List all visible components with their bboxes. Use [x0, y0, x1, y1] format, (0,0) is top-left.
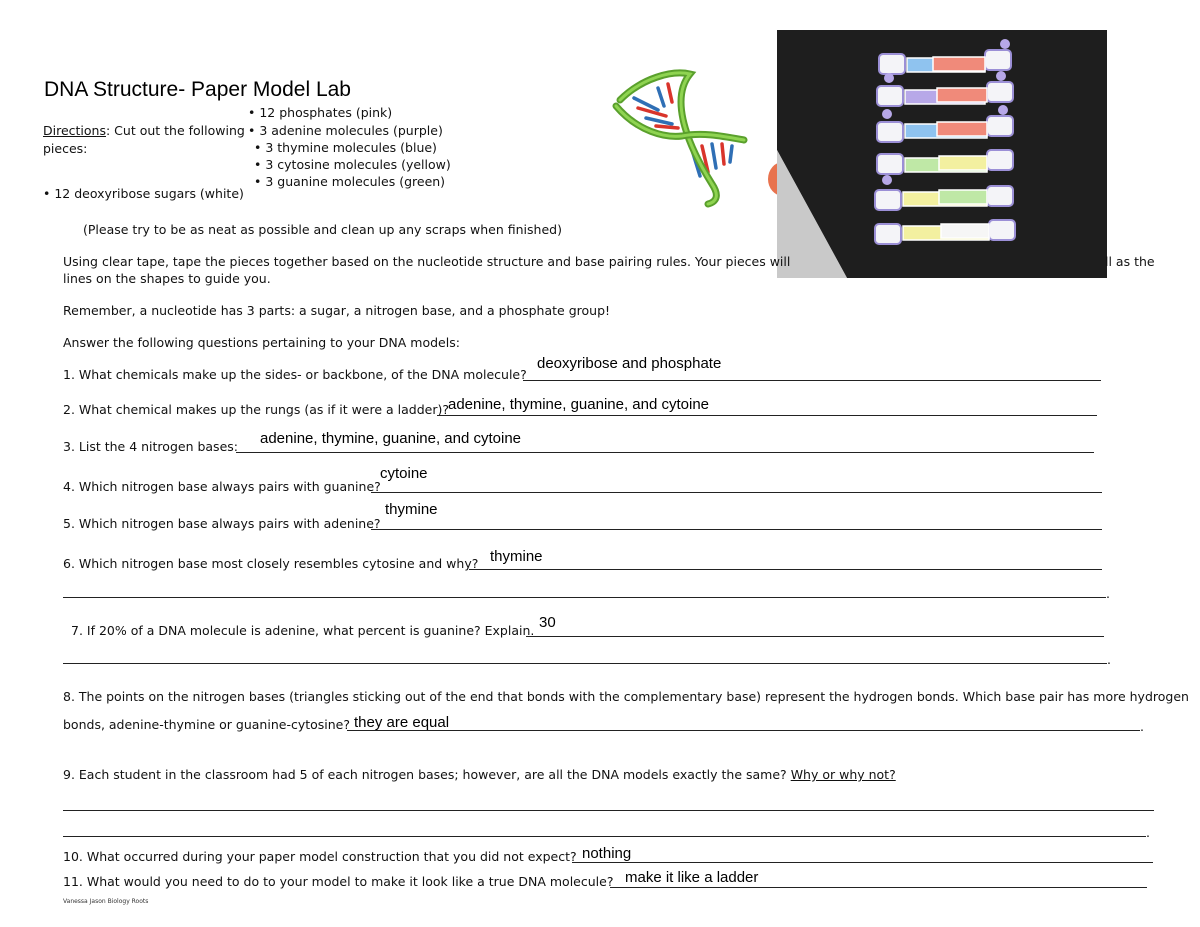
answer-2: adenine, thymine, guanine, and cytoine — [448, 396, 710, 413]
question-9 — [63, 767, 896, 782]
period-8: . — [1140, 719, 1144, 734]
answer-10: nothing — [582, 845, 632, 862]
answer-4: cytoine — [380, 465, 428, 482]
directions-text: : Cut out the following — [105, 123, 245, 138]
question-1: 1. What chemicals make up the sides- or backbone, of the DNA molecule? — [63, 367, 527, 382]
answer-line-7 — [526, 636, 1104, 637]
period-6: . — [1106, 586, 1110, 601]
directions-line — [43, 123, 245, 138]
answer-line-4 — [371, 492, 1102, 493]
answer-line-11 — [610, 887, 1147, 888]
instructions-line-1-end: ll as the — [1105, 254, 1155, 269]
answer-line-2 — [437, 415, 1097, 416]
answer-line-7b — [63, 663, 1107, 664]
answer-7: 30 — [539, 614, 556, 631]
answer-1: deoxyribose and phosphate — [537, 355, 722, 372]
instructions-line-1: Using clear tape, tape the pieces together based on the nucleotide structure and base pairing rules. Your pieces will — [63, 254, 791, 269]
nucleotide-reminder: Remember, a nucleotide has 3 parts: a sugar, a nitrogen base, and a phosphate group! — [63, 303, 611, 318]
question-7: 7. If 20% of a DNA molecule is adenine, what percent is guanine? Explain. — [71, 623, 535, 638]
directions-line-2: pieces: — [43, 141, 88, 156]
question-6: 6. Which nitrogen base most closely resembles cytosine and why? — [63, 556, 479, 571]
neatness-note: (Please try to be as neat as possible and clean up any scraps when finished) — [83, 222, 562, 237]
answer-line-8 — [347, 730, 1140, 731]
question-9-text: 9. Each student in the classroom had 5 of each nitrogen bases; however, are all the DNA models exactly the same? — [63, 767, 787, 782]
question-8: 8. The points on the nitrogen bases (triangles sticking out of the end that bonds with the complementary base) represent the hydrogen bonds. Which base pair has more hydrogen — [63, 689, 1189, 704]
question-5: 5. Which nitrogen base always pairs with adenine? — [63, 516, 381, 531]
question-10: 10. What occurred during your paper model construction that you did not expect? — [63, 849, 577, 864]
question-3: 3. List the 4 nitrogen bases: — [63, 439, 238, 454]
answer-11: make it like a ladder — [625, 869, 759, 886]
question-9-why: Why or why not? — [790, 767, 896, 782]
piece-item-thymine: • 3 thymine molecules (blue) — [254, 140, 437, 155]
answer-8: they are equal — [354, 714, 450, 731]
directions-label: Directions — [43, 123, 106, 138]
answer-6: thymine — [490, 548, 543, 565]
answer-line-10 — [572, 862, 1153, 863]
answer-line-3 — [236, 452, 1094, 453]
footer-credit: Vanessa Jason Biology Roots — [63, 898, 149, 905]
answer-line-9b — [63, 836, 1146, 837]
instructions-line-2: lines on the shapes to guide you. — [63, 271, 271, 286]
period-9: . — [1146, 825, 1150, 840]
period-7: . — [1107, 652, 1111, 667]
piece-item-adenine: • 3 adenine molecules (purple) — [248, 123, 443, 138]
answer-5: thymine — [385, 501, 438, 518]
piece-item-cytosine: • 3 cytosine molecules (yellow) — [254, 157, 451, 172]
piece-item-guanine: • 3 guanine molecules (green) — [254, 174, 446, 189]
answer-3: adenine, thymine, guanine, and cytoine — [260, 430, 522, 447]
answer-line-1 — [523, 380, 1101, 381]
answer-intro: Answer the following questions pertaining to your DNA models: — [63, 335, 460, 350]
question-4: 4. Which nitrogen base always pairs with guanine? — [63, 479, 381, 494]
answer-line-9a — [63, 810, 1154, 811]
question-2: 2. What chemical makes up the rungs (as if it were a ladder)? — [63, 402, 449, 417]
answer-line-6 — [469, 569, 1102, 570]
dna-helix-icon — [612, 66, 752, 208]
piece-item-sugars: • 12 deoxyribose sugars (white) — [43, 186, 244, 201]
model-photo — [777, 30, 1107, 278]
piece-item-phosphates: • 12 phosphates (pink) — [248, 105, 393, 120]
answer-line-6b — [63, 597, 1106, 598]
page-title: DNA Structure- Paper Model Lab — [44, 78, 351, 101]
answer-line-5 — [371, 529, 1102, 530]
question-8-line-2: bonds, adenine-thymine or guanine-cytosine? — [63, 717, 351, 732]
question-11: 11. What would you need to do to your model to make it look like a true DNA molecule? — [63, 874, 614, 889]
